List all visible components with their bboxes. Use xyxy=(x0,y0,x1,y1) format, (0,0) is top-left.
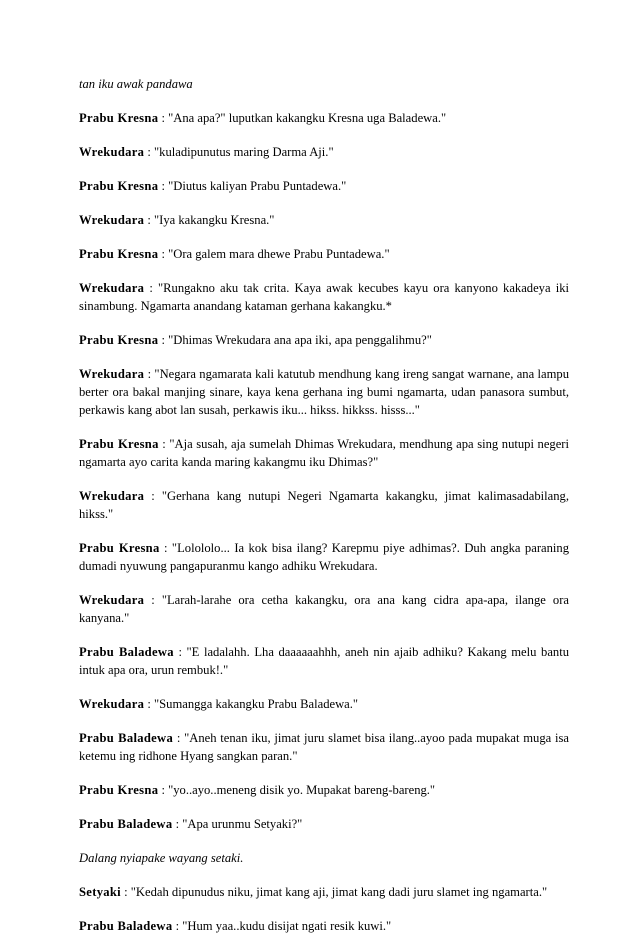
narration-line xyxy=(79,849,569,867)
speaker-name: Wrekudara xyxy=(79,213,145,227)
speaker-name: Wrekudara xyxy=(79,367,145,381)
dialogue-text: : "Rungakno aku tak crita. Kaya awak kecubes kayu ora kanyono kakadeya iki sinambung. Ngamarta anandang kataman gerhana kakangku.* xyxy=(79,281,569,313)
dialogue-line xyxy=(79,643,569,679)
speaker-name: Prabu Baladewa xyxy=(79,919,173,933)
speaker-name: Prabu Kresna xyxy=(79,179,159,193)
speaker-name: Prabu Baladewa xyxy=(79,731,174,745)
dialogue-text: : "Negara ngamarata kali katutub mendhung kang ireng sangat warnane, ana lampu berter ora bakal manjing sinare, kaya kena gerhana ing bumi ngamarta, udan panasora sumbut, perkawis kang abot lan susah, perkawis iku... hikss. hikkss. hisss..." xyxy=(79,367,569,417)
dialogue-line xyxy=(79,109,569,127)
dialogue-line xyxy=(79,331,569,349)
narration-text: Dalang nyiapake wayang setaki. xyxy=(79,851,244,865)
dialogue-line xyxy=(79,487,569,523)
dialogue-text: : "Aneh tenan iku, jimat juru slamet bisa ilang..ayoo pada mupakat muga isa ketemu ing ridhone Hyang sangkan paran." xyxy=(79,731,569,763)
speaker-name: Prabu Kresna xyxy=(79,111,159,125)
dialogue-line xyxy=(79,781,569,799)
dialogue-text: : "yo..ayo..meneng disik yo. Mupakat bareng-bareng." xyxy=(158,783,436,797)
speaker-name: Wrekudara xyxy=(79,489,145,503)
dialogue-text: : "kuladipunutus maring Darma Aji." xyxy=(144,145,334,159)
dialogue-text: : "Ora galem mara dhewe Prabu Puntadewa." xyxy=(158,247,390,261)
speaker-name: Prabu Baladewa xyxy=(79,645,174,659)
dialogue-text: : "Aja susah, aja sumelah Dhimas Wrekudara, mendhung apa sing nutupi negeri ngamarta ayo carita kanda maring kakangmu iku Dhimas?" xyxy=(79,437,569,469)
dialogue-line xyxy=(79,917,569,935)
dialogue-line xyxy=(79,729,569,765)
speaker-name: Prabu Kresna xyxy=(79,333,159,347)
dialogue-line xyxy=(79,539,569,575)
dialogue-line xyxy=(79,591,569,627)
dialogue-text: : "Gerhana kang nutupi Negeri Ngamarta kakangku, jimat kalimasadabilang, hikss." xyxy=(79,489,569,521)
dialogue-text: : "Iya kakangku Kresna." xyxy=(144,213,275,227)
speaker-name: Wrekudara xyxy=(79,281,145,295)
dialogue-line xyxy=(79,245,569,263)
dialogue-line xyxy=(79,211,569,229)
dialogue-line xyxy=(79,143,569,161)
speaker-name: Wrekudara xyxy=(79,593,145,607)
narration-line xyxy=(79,75,569,93)
script-body xyxy=(79,75,569,951)
speaker-name: Wrekudara xyxy=(79,697,145,711)
speaker-name: Prabu Kresna xyxy=(79,541,160,555)
dialogue-line xyxy=(79,279,569,315)
dialogue-line xyxy=(79,695,569,713)
speaker-name: Wrekudara xyxy=(79,145,145,159)
speaker-name: Prabu Baladewa xyxy=(79,817,173,831)
dialogue-text: : "Larah-larahe ora cetha kakangku, ora ana kang cidra apa-apa, ilange ora kanyana." xyxy=(79,593,569,625)
dialogue-line xyxy=(79,815,569,833)
dialogue-text: : "Dhimas Wrekudara ana apa iki, apa penggalihmu?" xyxy=(158,333,432,347)
speaker-name: Setyaki xyxy=(79,885,121,899)
dialogue-line xyxy=(79,435,569,471)
speaker-name: Prabu Kresna xyxy=(79,783,159,797)
dialogue-text: : "Hum yaa..kudu disijat ngati resik kuwi." xyxy=(172,919,392,933)
speaker-name: Prabu Kresna xyxy=(79,437,159,451)
dialogue-text: : "E ladalahh. Lha daaaaaahhh, aneh nin ajaib adhiku? Kakang melu bantu intuk apa ora, urun rembuk!." xyxy=(79,645,569,677)
speaker-name: Prabu Kresna xyxy=(79,247,159,261)
dialogue-text: : "Diutus kaliyan Prabu Puntadewa." xyxy=(158,179,347,193)
dialogue-text: : "Sumangga kakangku Prabu Baladewa." xyxy=(144,697,359,711)
dialogue-line xyxy=(79,883,569,901)
dialogue-line xyxy=(79,365,569,419)
dialogue-text: : "Apa urunmu Setyaki?" xyxy=(172,817,303,831)
dialogue-line xyxy=(79,177,569,195)
dialogue-text: : "Ana apa?" luputkan kakangku Kresna uga Baladewa." xyxy=(158,111,447,125)
dialogue-text: : "Lolololo... Ia kok bisa ilang? Karepmu piye adhimas?. Duh angka paraning dumadi nyuwung pangapuranmu kango adhiku Wrekudara. xyxy=(79,541,569,573)
dialogue-text: : "Kedah dipunudus niku, jimat kang aji, jimat kang dadi juru slamet ing ngamarta." xyxy=(120,885,548,899)
narration-text: tan iku awak pandawa xyxy=(79,77,193,91)
